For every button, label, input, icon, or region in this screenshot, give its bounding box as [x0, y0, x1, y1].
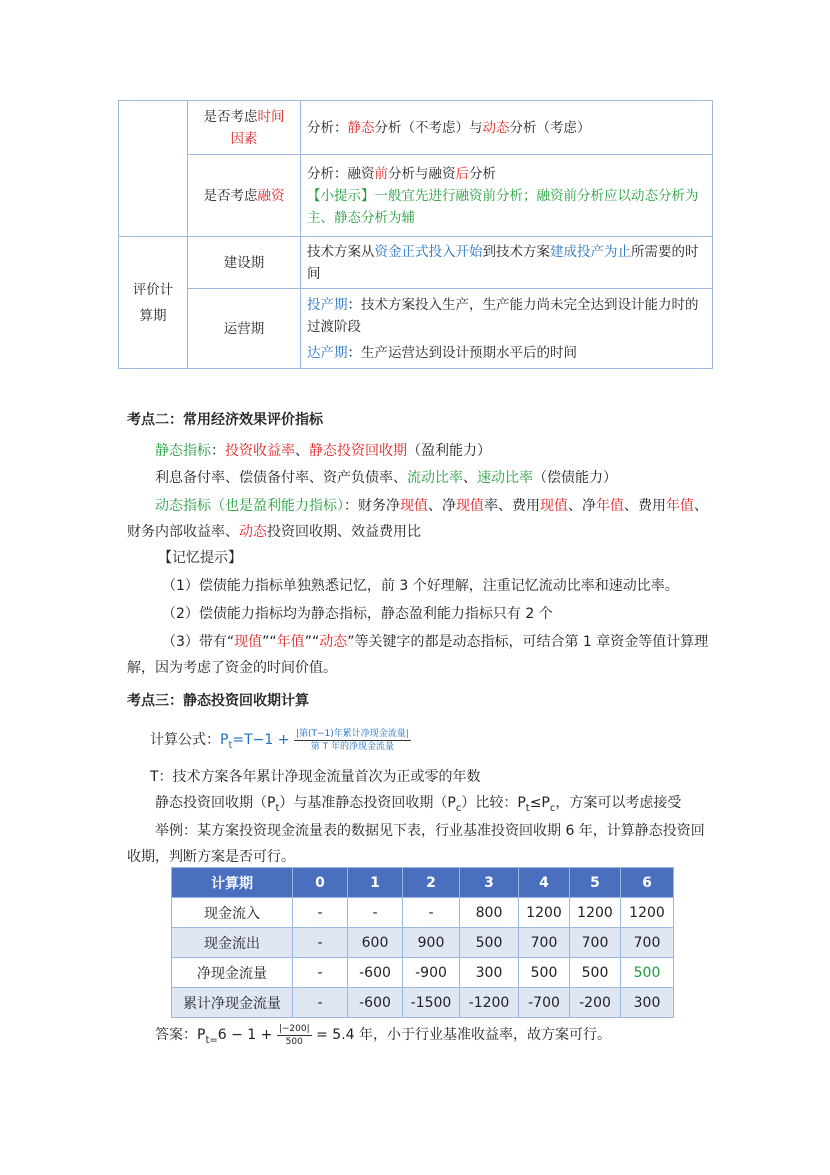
table-cell: -: [293, 898, 348, 928]
table-cell: -1200: [460, 988, 519, 1018]
example-text: 举例：某方案投资现金流量表的数据见下表，行业基准投资回收期 6 年，计算静态投资回收期，判断方案是否可行。: [127, 823, 705, 865]
financing-tip: 【小提示】一般宜先进行融资前分析；融资前分析应以动态分析为主、静态分析为辅: [307, 187, 699, 226]
header-cell: 4: [519, 868, 570, 898]
evaluation-table: [118, 100, 713, 369]
construction-period-content: 技术方案从资金正式投入开始到技术方案建成投产为止所需要的时间: [301, 237, 713, 289]
construction-period-label: 建设期: [188, 237, 301, 289]
evaluation-period-label: 评价计算期: [119, 237, 188, 369]
table-cell: 900: [403, 928, 460, 958]
table-cell: 500: [570, 958, 621, 988]
table-cell: 1200: [519, 898, 570, 928]
table-cell: -: [293, 988, 348, 1018]
table-cell: -200: [570, 988, 621, 1018]
table-row: [172, 988, 674, 1018]
table-row: [172, 898, 674, 928]
table-cell: 800: [460, 898, 519, 928]
memo-item-1: （1）偿债能力指标单独熟悉记忆，前 3 个好理解，注重记忆流动比率和速动比率。: [162, 578, 679, 594]
compare-rule: 静态投资回收期$(P_t)$与基准静态投资回收期$(P_c)$比较：$P_t\le P_c$，方案可以考虑接受: [155, 795, 682, 814]
section2-title: 考点二：常用经济效果评价指标: [127, 412, 323, 428]
table-cell: 500: [460, 928, 519, 958]
row-label: 累计净现金流量: [172, 988, 293, 1018]
header-cell: 6: [621, 868, 674, 898]
table-cell: -: [293, 958, 348, 988]
table-cell: 1200: [570, 898, 621, 928]
row-label: 净现金流量: [172, 958, 293, 988]
memo-item-2: （2）偿债能力指标均为静态指标，静态盈利能力指标只有 2 个: [162, 606, 553, 622]
table-cell: -600: [348, 958, 403, 988]
cash-flow-table: [171, 867, 674, 1018]
table-cell: 300: [460, 958, 519, 988]
table-cell: 700: [570, 928, 621, 958]
table-row: [172, 928, 674, 958]
table-cell-highlight: 500: [621, 958, 674, 988]
table-cell: -: [293, 928, 348, 958]
row-label: 现金流入: [172, 898, 293, 928]
table-cell: 500: [519, 958, 570, 988]
formula-fraction: $\frac{\text{|第(T−1)年累计净现金流量|}}{\text{第 T 年的净现金流量}}$: [295, 728, 409, 752]
memo-title: 【记忆提示】: [158, 550, 242, 566]
table-cell: -: [348, 898, 403, 928]
table-cell: 700: [519, 928, 570, 958]
financing-content: 分析：融资前分析与融资后分析 【小提示】一般宜先进行融资前分析；融资前分析应以动态分析为主、静态分析为辅: [301, 155, 713, 237]
blank-group-cell: [119, 101, 188, 237]
header-cell: 5: [570, 868, 621, 898]
formula: 计算公式：$P_t=T-1$ + $\frac{\text{|第(T−1)年累计净现金流量|}}{\text{第 T 年的净现金流量}}$: [150, 728, 409, 752]
table-cell: -1500: [403, 988, 460, 1018]
table-cell: 300: [621, 988, 674, 1018]
memo-item-3: （3）带有“现值”“年值”“动态”等关键字的都是动态指标，可结合第 1 章资金等值计算理解，因为考虑了资金的时间价值。: [127, 634, 709, 676]
row-label: 现金流出: [172, 928, 293, 958]
header-cell: 0: [293, 868, 348, 898]
table-row: [172, 958, 674, 988]
table-cell: 700: [621, 928, 674, 958]
answer: 答案：$P_{t=}6 - 1$ + $\frac{|-200|}{500}$ = 5.4 年，小于行业基准收益率，故方案可行。: [155, 1023, 612, 1047]
table-cell: -600: [348, 988, 403, 1018]
solvency-indicators: 利息备付率、偿债备付率、资产负债率、流动比率、速动比率（偿债能力）: [155, 470, 617, 486]
operation-period-content: 投产期：技术方案投入生产，生产能力尚未完全达到设计能力时的过渡阶段 达产期：生产运营达到设计预期水平后的时间: [301, 289, 713, 369]
table-cell: -: [403, 898, 460, 928]
table-cell: -900: [403, 958, 460, 988]
t-definition: T：技术方案各年累计净现金流量首次为正或零的年数: [150, 769, 481, 785]
table-cell: 1200: [621, 898, 674, 928]
section3-title: 考点三：静态投资回收期计算: [127, 693, 309, 709]
header-cell: 2: [403, 868, 460, 898]
header-cell: 3: [460, 868, 519, 898]
financing-label: 是否考虑融资: [188, 155, 301, 237]
header-cell: 计算期: [172, 868, 293, 898]
static-indicators: 静态指标：投资收益率、静态投资回收期（盈利能力）: [155, 443, 491, 459]
table-cell: -700: [519, 988, 570, 1018]
time-factor-label: 是否考虑时间 因素: [188, 101, 301, 155]
header-cell: 1: [348, 868, 403, 898]
table-cell: 600: [348, 928, 403, 958]
dynamic-indicators: 动态指标（也是盈利能力指标）：财务净现值、净现值率、费用现值、净年值、费用年值、财务内部收益率、动态投资回收期、效益费用比: [127, 498, 708, 540]
time-factor-content: 分析：静态分析（不考虑）与动态分析（考虑）: [301, 101, 713, 155]
operation-period-label: 运营期: [188, 289, 301, 369]
answer-fraction: $\frac{|-200|}{500}$: [278, 1023, 310, 1047]
cash-table-header: [172, 868, 674, 898]
